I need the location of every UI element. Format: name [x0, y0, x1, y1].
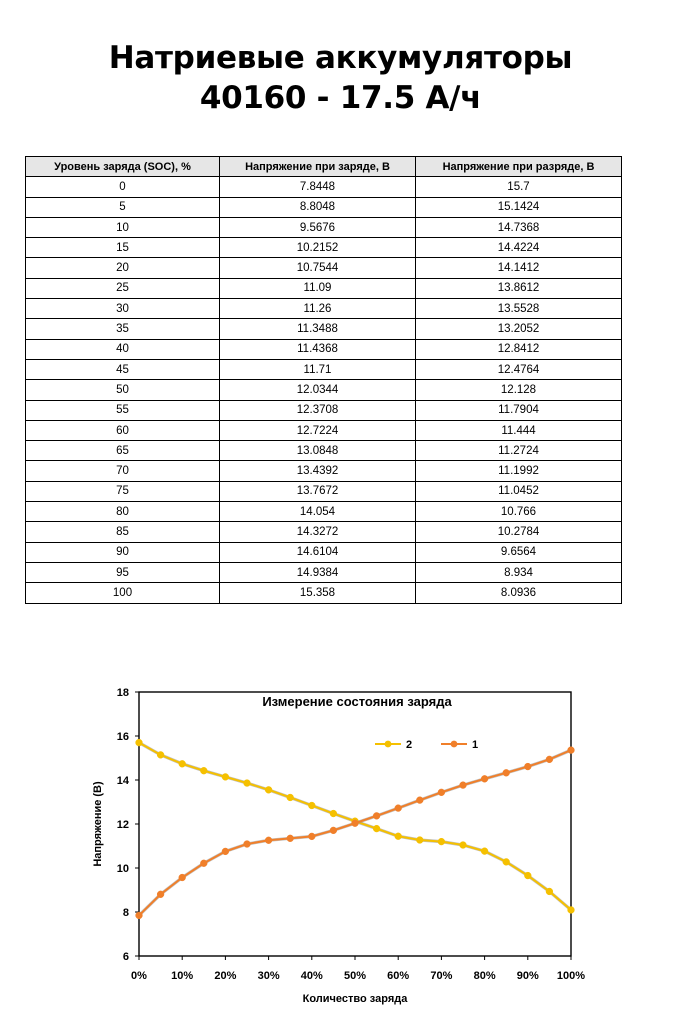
- cell-discharge-voltage: 8.934: [416, 562, 622, 582]
- table-row: [26, 400, 622, 420]
- table-row: [26, 177, 622, 197]
- table-row: [26, 502, 622, 522]
- cell-soc: 75: [26, 481, 220, 501]
- series-2-point: [330, 810, 337, 817]
- y-tick-label: 8: [122, 907, 129, 919]
- x-tick-label: 100%: [556, 970, 586, 982]
- table-row: [26, 441, 622, 461]
- title-line-2: 40160 - 17.5 А/ч: [199, 80, 482, 116]
- cell-charge-voltage: 11.09: [220, 278, 416, 298]
- cell-discharge-voltage: 14.7368: [416, 217, 622, 237]
- cell-soc: 40: [26, 339, 220, 359]
- legend-marker-2: [385, 741, 392, 748]
- x-tick-label: 70%: [430, 970, 453, 982]
- series-2-point: [136, 739, 143, 746]
- cell-charge-voltage: 7.8448: [220, 177, 416, 197]
- cell-charge-voltage: 12.3708: [220, 400, 416, 420]
- table-row: [26, 238, 622, 258]
- series-1-point: [179, 874, 186, 881]
- cell-soc: 90: [26, 542, 220, 562]
- series-1-point: [157, 891, 164, 898]
- x-tick-label: 0%: [131, 970, 147, 982]
- series-1-point: [287, 835, 294, 842]
- x-tick-label: 10%: [171, 970, 194, 982]
- cell-discharge-voltage: 11.2724: [416, 441, 622, 461]
- series-2-point: [308, 802, 315, 809]
- series-1-point: [136, 912, 143, 919]
- cell-soc: 85: [26, 522, 220, 542]
- series-2-point: [481, 848, 488, 855]
- cell-charge-voltage: 13.0848: [220, 441, 416, 461]
- table-row: [26, 217, 622, 237]
- cell-discharge-voltage: 8.0936: [416, 583, 622, 603]
- cell-soc: 25: [26, 278, 220, 298]
- cell-discharge-voltage: 13.2052: [416, 319, 622, 339]
- table-header-row: [26, 157, 622, 177]
- cell-discharge-voltage: 12.128: [416, 380, 622, 400]
- series-1-point: [503, 769, 510, 776]
- cell-discharge-voltage: 11.444: [416, 420, 622, 440]
- cell-soc: 0: [26, 177, 220, 197]
- cell-charge-voltage: 13.4392: [220, 461, 416, 481]
- table-row: [26, 461, 622, 481]
- series-2-point: [200, 767, 207, 774]
- cell-soc: 95: [26, 562, 220, 582]
- table-row: [26, 258, 622, 278]
- cell-discharge-voltage: 15.1424: [416, 197, 622, 217]
- table-row: [26, 562, 622, 582]
- cell-soc: 15: [26, 238, 220, 258]
- cell-soc: 100: [26, 583, 220, 603]
- cell-soc: 70: [26, 461, 220, 481]
- series-1-point: [330, 827, 337, 834]
- cell-soc: 55: [26, 400, 220, 420]
- cell-soc: 30: [26, 299, 220, 319]
- table-row: [26, 278, 622, 298]
- series-2-point: [395, 833, 402, 840]
- series-1-point: [265, 837, 272, 844]
- cell-charge-voltage: 13.7672: [220, 481, 416, 501]
- cell-soc: 50: [26, 380, 220, 400]
- table-row: [26, 319, 622, 339]
- table-row: [26, 583, 622, 603]
- series-1-point: [481, 775, 488, 782]
- page-title: [0, 38, 681, 118]
- y-tick-label: 12: [116, 819, 129, 831]
- table-row: [26, 299, 622, 319]
- series-2-point: [568, 907, 575, 914]
- series-1-point: [524, 763, 531, 770]
- series-1-point: [546, 756, 553, 763]
- table-row: [26, 481, 622, 501]
- chart-title: Измерение состояния заряда: [262, 694, 452, 709]
- cell-charge-voltage: 14.6104: [220, 542, 416, 562]
- series-2-point: [179, 760, 186, 767]
- cell-discharge-voltage: 15.7: [416, 177, 622, 197]
- series-2-point: [546, 888, 553, 895]
- series-1-point: [438, 789, 445, 796]
- header-discharge-voltage: Напряжение при разряде, В: [416, 157, 622, 177]
- series-2-point: [438, 838, 445, 845]
- y-tick-label: 10: [116, 863, 129, 875]
- cell-discharge-voltage: 9.6564: [416, 542, 622, 562]
- series-2-point: [222, 773, 229, 780]
- y-tick-label: 16: [116, 731, 129, 743]
- cell-discharge-voltage: 11.7904: [416, 400, 622, 420]
- cell-soc: 20: [26, 258, 220, 278]
- cell-soc: 80: [26, 502, 220, 522]
- cell-charge-voltage: 14.3272: [220, 522, 416, 542]
- cell-charge-voltage: 11.3488: [220, 319, 416, 339]
- cell-soc: 65: [26, 441, 220, 461]
- legend-marker-1: [451, 741, 458, 748]
- legend-label-2: 2: [406, 739, 413, 751]
- y-tick-label: 18: [116, 687, 129, 699]
- series-2-point: [460, 842, 467, 849]
- cell-discharge-voltage: 14.4224: [416, 238, 622, 258]
- cell-soc: 5: [26, 197, 220, 217]
- series-2-point: [157, 751, 164, 758]
- header-soc: Уровень заряда (SOC), %: [26, 157, 220, 177]
- series-2-point: [287, 794, 294, 801]
- series-2-point: [416, 837, 423, 844]
- cell-charge-voltage: 11.4368: [220, 339, 416, 359]
- cell-soc: 45: [26, 359, 220, 379]
- cell-charge-voltage: 10.7544: [220, 258, 416, 278]
- cell-charge-voltage: 10.2152: [220, 238, 416, 258]
- y-axis-label: Напряжение (В): [92, 781, 104, 867]
- cell-charge-voltage: 14.054: [220, 502, 416, 522]
- legend-label-1: 1: [472, 739, 479, 751]
- cell-charge-voltage: 14.9384: [220, 562, 416, 582]
- cell-charge-voltage: 12.0344: [220, 380, 416, 400]
- x-tick-label: 60%: [387, 970, 410, 982]
- series-1-point: [308, 833, 315, 840]
- table-row: [26, 197, 622, 217]
- cell-discharge-voltage: 14.1412: [416, 258, 622, 278]
- series-2-point: [524, 872, 531, 879]
- cell-discharge-voltage: 10.766: [416, 502, 622, 522]
- table-row: [26, 522, 622, 542]
- cell-charge-voltage: 11.26: [220, 299, 416, 319]
- x-tick-label: 20%: [214, 970, 237, 982]
- x-tick-label: 30%: [257, 970, 280, 982]
- series-1-point: [460, 782, 467, 789]
- cell-soc: 60: [26, 420, 220, 440]
- soc-line-chart: [0, 670, 681, 1024]
- cell-charge-voltage: 12.7224: [220, 420, 416, 440]
- table-row: [26, 339, 622, 359]
- series-1-point: [373, 812, 380, 819]
- series-1-point: [200, 860, 207, 867]
- series-1-point: [222, 848, 229, 855]
- y-tick-label: 14: [116, 775, 129, 787]
- x-tick-label: 80%: [473, 970, 496, 982]
- cell-discharge-voltage: 12.8412: [416, 339, 622, 359]
- x-axis-label: Количество заряда: [302, 993, 408, 1005]
- table-row: [26, 420, 622, 440]
- cell-discharge-voltage: 13.5528: [416, 299, 622, 319]
- cell-charge-voltage: 15.358: [220, 583, 416, 603]
- cell-charge-voltage: 9.5676: [220, 217, 416, 237]
- cell-discharge-voltage: 12.4764: [416, 359, 622, 379]
- series-2-point: [503, 858, 510, 865]
- series-2-point: [265, 786, 272, 793]
- series-1-point: [244, 841, 251, 848]
- title-line-1: Натриевые аккумуляторы: [108, 40, 573, 76]
- cell-charge-voltage: 8.8048: [220, 197, 416, 217]
- table-row: [26, 380, 622, 400]
- cell-discharge-voltage: 11.0452: [416, 481, 622, 501]
- cell-soc: 10: [26, 217, 220, 237]
- series-1-point: [352, 820, 359, 827]
- series-1-point: [416, 797, 423, 804]
- cell-soc: 35: [26, 319, 220, 339]
- cell-discharge-voltage: 10.2784: [416, 522, 622, 542]
- y-tick-label: 6: [122, 951, 129, 963]
- cell-charge-voltage: 11.71: [220, 359, 416, 379]
- x-tick-label: 40%: [300, 970, 323, 982]
- table-row: [26, 542, 622, 562]
- x-tick-label: 50%: [343, 970, 367, 982]
- table-row: [26, 359, 622, 379]
- series-2-point: [244, 780, 251, 787]
- series-1-point: [568, 747, 575, 754]
- cell-discharge-voltage: 11.1992: [416, 461, 622, 481]
- soc-voltage-table: [25, 156, 622, 604]
- cell-discharge-voltage: 13.8612: [416, 278, 622, 298]
- series-2-point: [373, 825, 380, 832]
- header-charge-voltage: Напряжение при заряде, В: [220, 157, 416, 177]
- series-1-point: [395, 805, 402, 812]
- x-tick-label: 90%: [516, 970, 539, 982]
